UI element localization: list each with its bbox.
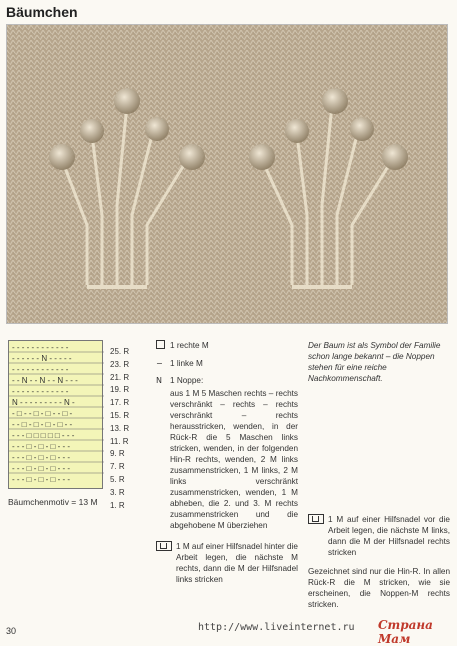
symbol-note: Der Baum ist als Symbol der Familie schon lange bekannt – die Noppen stehen für eine reiche Nachkommenschaft. <box>308 341 441 383</box>
chart-row-labels <box>110 346 150 512</box>
svg-text:- - N - - N - - N - - -: - - N - - N - - N - - - <box>12 376 78 385</box>
svg-text:- - - - - - - - - - - -: - - - - - - - - - - - - <box>12 365 69 374</box>
page-number: 30 <box>6 626 17 636</box>
svg-text:- - - - - - - - - - - -: - - - - - - - - - - - - <box>12 387 69 396</box>
svg-text:N - - - - - - - - - N -: N - - - - - - - - - N - <box>12 398 75 407</box>
legend-cable-back-text: 1 M auf einer Hilfsnadel hinter die Arbeit legen, die nächste M rechts, dann die M der Hilfsnadel links stricken <box>176 542 298 584</box>
legend-cable-back <box>156 541 298 585</box>
legend-knit-label: 1 rechte M <box>170 341 209 350</box>
row-label: 19. R <box>110 385 130 395</box>
cable-front-symbol-icon <box>308 514 324 524</box>
legend-cable-front-text: 1 M auf einer Hilfsnadel vor die Arbeit legen, die nächste M links, dann die M der Hilfsnadel rechts stricken <box>328 515 450 557</box>
chart-symbols <box>12 343 78 484</box>
legend-cable-front <box>308 514 450 558</box>
row-label: 7. R <box>110 462 125 472</box>
knit-symbol-icon <box>156 340 170 352</box>
chart-grid <box>8 340 103 489</box>
row-label: 1. R <box>110 500 125 510</box>
cable-back-symbol-icon <box>156 541 172 551</box>
svg-text:- - - - - - - - - - - -: - - - - - - - - - - - - <box>12 343 69 352</box>
row-label: 13. R <box>110 423 130 433</box>
svg-text:- - - □ - □ - □ - - -: - - - □ - □ - □ - - - <box>12 475 71 484</box>
svg-text:- - - □ - □ - □ - - -: - - - □ - □ - □ - - - <box>12 464 71 473</box>
legend-bobble-text: aus 1 M 5 Maschen rechts – rechts verschränkt – rechts – rechts verschränkt – rechts herausstricken, wenden, in der Rück-R die 5 Maschen links stricken, wenden, in der folgenden Hin-R rechts, wenden, 2 M links zusammenstricken, 1 M links, 2 M links verschränkt zusammenstricken, wenden, 1 M abheben, die 2. und 3. M rechts zusammenstricken und die abgehobene M überziehen <box>170 389 298 530</box>
row-label: 3. R <box>110 487 125 497</box>
bobble-symbol-icon: N <box>156 376 162 385</box>
svg-text:- □ - - □ - □ - - □ -: - □ - - □ - □ - - □ - <box>12 409 73 418</box>
svg-text:- - - □ □ □ □ □ - - -: - - - □ □ □ □ □ - - - <box>12 431 75 440</box>
footer-url: http://www.liveinternet.ru <box>198 622 355 633</box>
svg-text:- - - - - - N - - - - -: - - - - - - N - - - - - <box>12 354 72 363</box>
legend-bobble <box>156 375 298 386</box>
row-label: 9. R <box>110 449 125 459</box>
closing-note: Gezeichnet sind nur die Hin-R. In allen Rück-R die M stricken, wie sie erscheinen, die Noppen-M rechts stricken. <box>308 567 450 609</box>
row-label: 23. R <box>110 359 130 369</box>
legend-knit <box>156 340 298 352</box>
svg-text:- - □ - □ - □ - □ - -: - - □ - □ - □ - □ - - <box>12 420 73 429</box>
knitting-photo <box>6 24 448 324</box>
footer-brand: Страна Мам <box>378 618 433 646</box>
row-label: 5. R <box>110 474 125 484</box>
purl-symbol-icon: − <box>156 359 163 368</box>
chart-caption: Bäumchenmotiv = 13 M <box>8 497 98 507</box>
knitting-chart <box>8 340 108 490</box>
legend-column <box>156 340 298 591</box>
svg-text:- - - □ - □ - □ - - -: - - - □ - □ - □ - - - <box>12 453 71 462</box>
row-label: 15. R <box>110 410 130 420</box>
page-title: Bäumchen <box>6 4 78 20</box>
row-label: 11. R <box>110 436 129 446</box>
row-label: 25. R <box>110 347 130 356</box>
row-label: 21. R <box>110 372 130 382</box>
legend-purl-label: 1 linke M <box>170 359 203 368</box>
row-label: 17. R <box>110 398 130 408</box>
legend-bobble-title: 1 Noppe: <box>170 376 204 385</box>
right-column <box>308 340 450 610</box>
svg-text:- - - □ - □ - □ - - -: - - - □ - □ - □ - - - <box>12 442 71 451</box>
legend-purl <box>156 358 298 369</box>
